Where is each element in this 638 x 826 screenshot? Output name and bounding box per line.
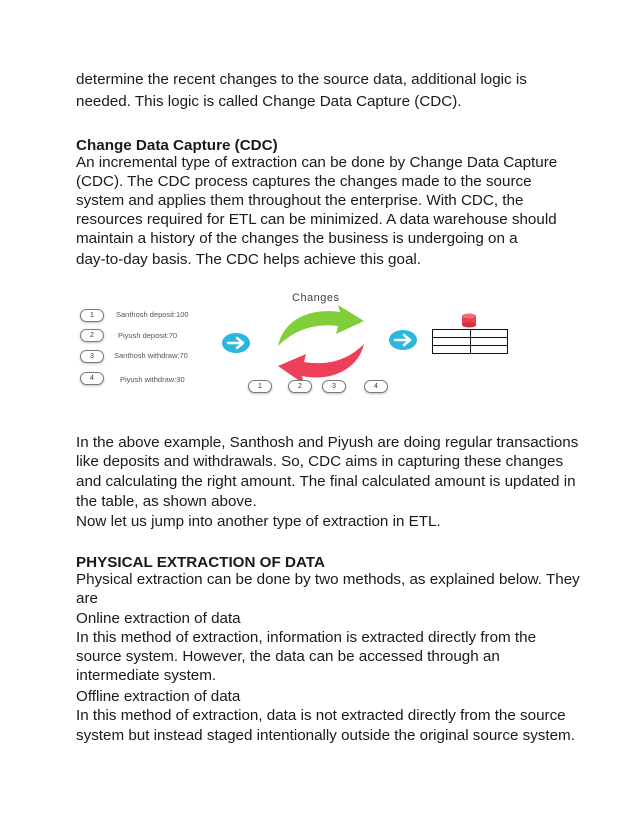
intro-line-2: needed. This logic is called Change Data Capture (CDC). (76, 93, 462, 110)
cdc-line-2: (CDC). The CDC process captures the changes made to the source (76, 173, 532, 190)
cdc-line-4: resources required for ETL can be minimized. A data warehouse should (76, 211, 557, 228)
online-line-3: intermediate system. (76, 667, 217, 684)
step-label-3: Santhosh withdraw:70 (114, 351, 188, 360)
example-next: Now let us jump into another type of extraction in ETL. (76, 513, 441, 530)
table-row (433, 338, 508, 346)
example-line-2: like deposits and withdrawals. So, CDC aims in capturing these changes (76, 453, 564, 470)
example-line-3: and calculating the right amount. The final calculated amount is updated in (76, 473, 576, 490)
green-cycle-arrow-icon (278, 305, 364, 346)
cdc-line-5: maintain a history of the changes the business is undergoing on a (76, 230, 518, 247)
example-line-4: the table, as shown above. (76, 493, 257, 510)
step-label-2: Piyush deposit:70 (118, 331, 178, 340)
cdc-line-3: system and applies them throughout the enterprise. With CDC, the (76, 192, 524, 209)
database-icon (462, 314, 476, 328)
offline-line-2: system but instead staged intentionally outside the original source system. (76, 727, 575, 744)
offline-line-1: In this method of extraction, data is not extracted directly from the source (76, 707, 566, 724)
diagram-title: Changes (292, 292, 340, 304)
step-number-3: 3 (80, 350, 104, 363)
cdc-line-6: day-to-day basis. The CDC helps achieve this goal. (76, 251, 421, 268)
physical-heading: PHYSICAL EXTRACTION OF DATA (76, 554, 325, 571)
step-label-4: Piyush withdraw:30 (120, 375, 185, 384)
intro-line-1: determine the recent changes to the source data, additional logic is (76, 71, 527, 88)
cdc-heading: Change Data Capture (CDC) (76, 137, 278, 154)
result-table (432, 329, 508, 354)
cdc-line-1: An incremental type of extraction can be done by Change Data Capture (76, 154, 558, 171)
blue-arrow-right-icon (389, 330, 417, 350)
step-number-2: 2 (80, 329, 104, 342)
bottom-step-2: 2 (288, 380, 312, 393)
online-line-2: source system. However, the data can be accessed through an (76, 648, 500, 665)
cdc-diagram (72, 288, 522, 400)
step-number-1: 1 (80, 309, 104, 322)
table-row (433, 330, 508, 338)
bottom-step-3: 3 (322, 380, 346, 393)
bottom-step-1: 1 (248, 380, 272, 393)
step-label-1: Santhosh deposit:100 (116, 310, 189, 319)
step-number-4: 4 (80, 372, 104, 385)
offline-title: Offline extraction of data (76, 688, 241, 705)
table-row (433, 346, 508, 354)
online-title: Online extraction of data (76, 610, 241, 627)
example-line-1: In the above example, Santhosh and Piyush are doing regular transactions (76, 434, 579, 451)
online-line-1: In this method of extraction, information is extracted directly from the (76, 629, 537, 646)
physical-intro-line-2: are (76, 590, 98, 607)
blue-arrow-left-icon (222, 333, 250, 353)
physical-intro-line-1: Physical extraction can be done by two methods, as explained below. They (76, 571, 580, 588)
red-cycle-arrow-icon (278, 344, 364, 384)
bottom-step-4: 4 (364, 380, 388, 393)
